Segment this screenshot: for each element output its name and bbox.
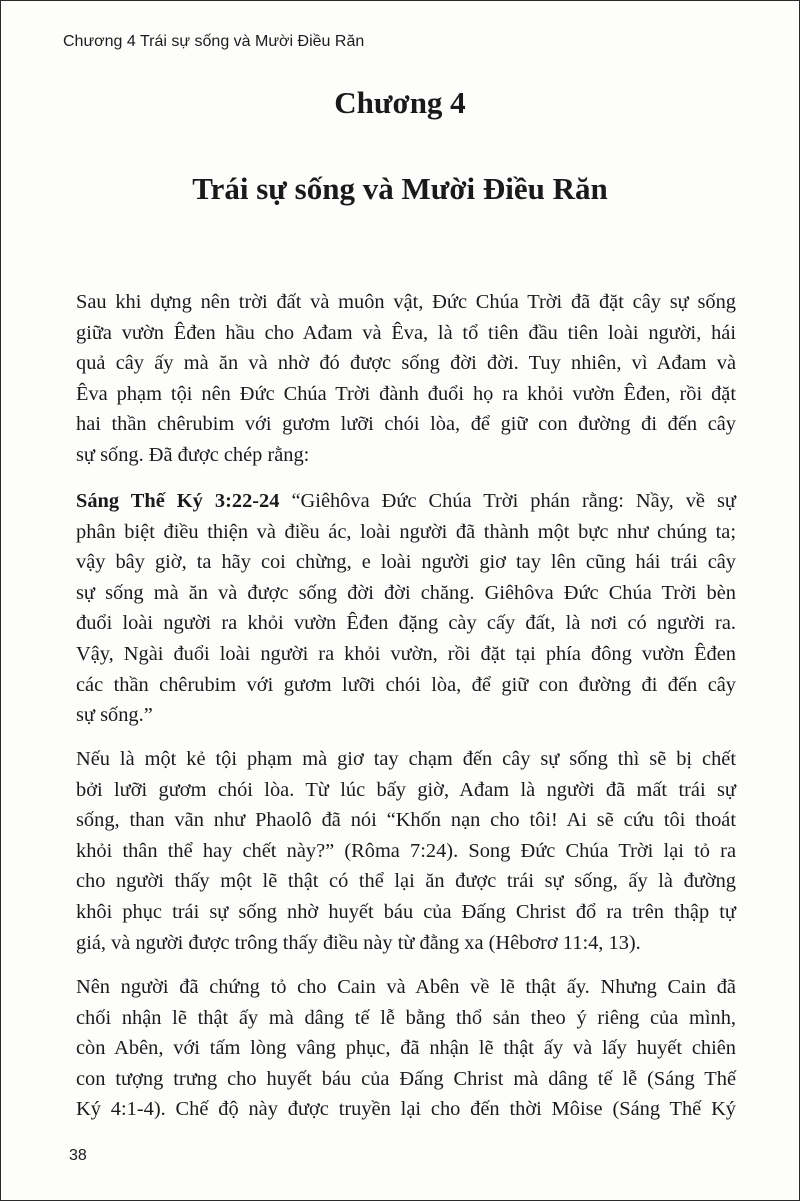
text-line: con tượng trưng cho huyết báu của Đấng Christ mà dâng tế lễ (Sáng Thế [76,1067,736,1090]
text-line: sự sống. Đã được chép rằng: [76,443,310,466]
text-line: vậy bây giờ, ta hãy coi chừng, e loài người giơ tay lên cũng hái trái cây [76,551,736,574]
text-line: sự sống.” [76,704,153,727]
quote-opening: “Giêhôva Đức Chúa Trời phán rằng: Nầy, về sự [279,490,736,512]
text-line: chối nhận lẽ thật ấy mà dâng tế lễ bằng thổ sản theo ý riêng của mình, [76,1006,736,1029]
text-line: Vậy, Ngài đuổi loài người ra khỏi vườn, rồi đặt tại phía đông vườn Êđen [76,642,736,665]
paragraph-tree-of-life [76,744,736,958]
text-line [76,486,736,517]
text-line: sự sống mà ăn và được sống đời đời chăng. Giêhôva Đức Chúa Trời bèn [76,581,736,604]
text-line: đuổi loài người ra khỏi vườn Êđen đặng cày cấy đất, là nơi có người ra. [76,612,736,635]
text-line: cho người thấy một lẽ thật có thể lại ăn được trái sự sống, ấy là đường [76,870,736,893]
paragraph-cain-abel [76,972,736,1125]
text-line: Ký 4:1-4). Chế độ này được truyền lại cho đến thời Môise (Sáng Thế Ký [76,1098,736,1121]
paragraph-scripture-quote [76,486,736,731]
text-line: khỏi thân thể hay chết này?” (Rôma 7:24). Song Đức Chúa Trời lại tỏ ra [76,839,736,862]
text-line: giá, và người được trông thấy điều này từ đằng xa (Hêbơrơ 11:4, 13). [76,931,641,954]
text-line: hai thần chêrubim với gươm lưỡi chói lòa, để giữ con đường đi đến cây [76,413,736,436]
text-line: Sau khi dựng nên trời đất và muôn vật, Đức Chúa Trời đã đặt cây sự sống [76,291,736,313]
text-line: khôi phục trái sự sống nhờ huyết báu của Đấng Christ đổ ra trên thập tự [76,900,736,923]
page-number: 38 [69,1147,87,1164]
scripture-reference: Sáng Thế Ký 3:22-24 [76,490,280,512]
text-line: Nếu là một kẻ tội phạm mà giơ tay chạm đến cây sự sống thì sẽ bị chết [76,748,736,770]
text-line: còn Abên, với tấm lòng vâng phục, đã nhận lẽ thật ấy và lấy huyết chiên [76,1037,736,1060]
text-line: Nên người đã chứng tỏ cho Cain và Abên về lẽ thật ấy. Nhưng Cain đã [76,976,736,998]
text-line: giữa vườn Êđen hầu cho Ađam và Êva, là tổ tiên đầu tiên loài người, hái [76,321,736,344]
text-line: bởi lưỡi gươm chói lòa. Từ lúc bấy giờ, Ađam là người đã mất trái sự [76,778,736,801]
text-line: quả cây ấy mà ăn và nhờ đó được sống đời đời. Tuy nhiên, vì Ađam và [76,352,736,375]
chapter-title: Trái sự sống và Mười Điều Răn [192,171,608,206]
text-line: các thần chêrubim với gươm lưỡi chói lòa, để giữ con đường đi đến cây [76,673,736,696]
running-header: Chương 4 Trái sự sống và Mười Điều Răn [63,33,365,50]
text-line: sống, than vãn như Phaolô đã nói “Khốn nạn cho tôi! Ai sẽ cứu tôi thoát [76,809,736,832]
text-line: Êva phạm tội nên Đức Chúa Trời đành đuổi họ ra khỏi vườn Êđen, rồi đặt [76,382,736,405]
paragraph-intro [76,287,736,471]
text-line: phân biệt điều thiện và điều ác, loài người đã thành một bực như chúng ta; [76,520,736,543]
chapter-number: Chương 4 [334,85,466,120]
